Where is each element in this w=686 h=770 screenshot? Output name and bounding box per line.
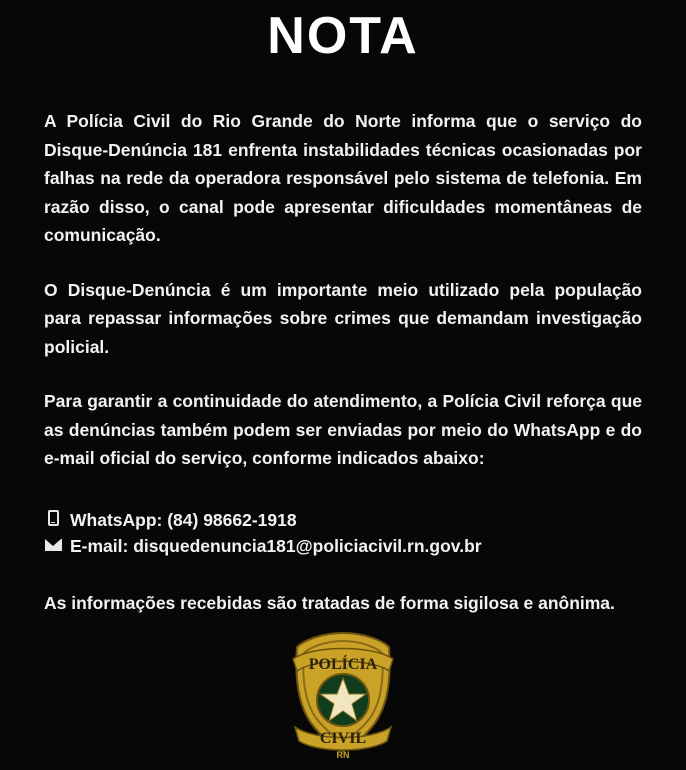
police-badge	[0, 627, 686, 762]
badge-top-text: POLÍCIA	[308, 656, 378, 673]
mail-icon	[44, 539, 62, 554]
badge-sub-text: RN	[336, 750, 350, 760]
whatsapp-contact	[44, 507, 642, 533]
note-body	[44, 107, 642, 473]
email-contact	[44, 533, 642, 559]
contact-list	[44, 507, 642, 560]
page-title: NOTA	[267, 7, 419, 65]
paragraph-1: A Polícia Civil do Rio Grande do Norte informa que o serviço do Disque-Denúncia 181 enfrenta instabilidades técnicas ocasionadas por falhas na rede da operadora responsável pelo sistema de telefonia. Em razão disso, o canal pode apresentar dificuldades momentâneas de comunicação.	[44, 111, 642, 246]
whatsapp-label: WhatsApp: (84) 98662-1918	[70, 509, 297, 530]
paragraph-2: O Disque-Denúncia é um importante meio utilizado pela população para repassar informações sobre crimes que demandam investigação policial.	[44, 279, 642, 357]
closing-paragraph: As informações recebidas são tratadas de forma sigilosa e anônima.	[44, 593, 615, 614]
paragraph-3: Para garantir a continuidade do atendimento, a Polícia Civil reforça que as denúncias também podem ser enviadas por meio do WhatsApp e do e-mail oficial do serviço, conforme indicados abaixo:	[44, 391, 642, 469]
phone-icon	[44, 510, 62, 529]
badge-bottom-text: CIVIL	[319, 730, 367, 747]
email-label: E-mail: disquedenuncia181@policiacivil.rn.gov.br	[70, 536, 482, 557]
policia-civil-rn-badge-icon	[273, 627, 413, 762]
